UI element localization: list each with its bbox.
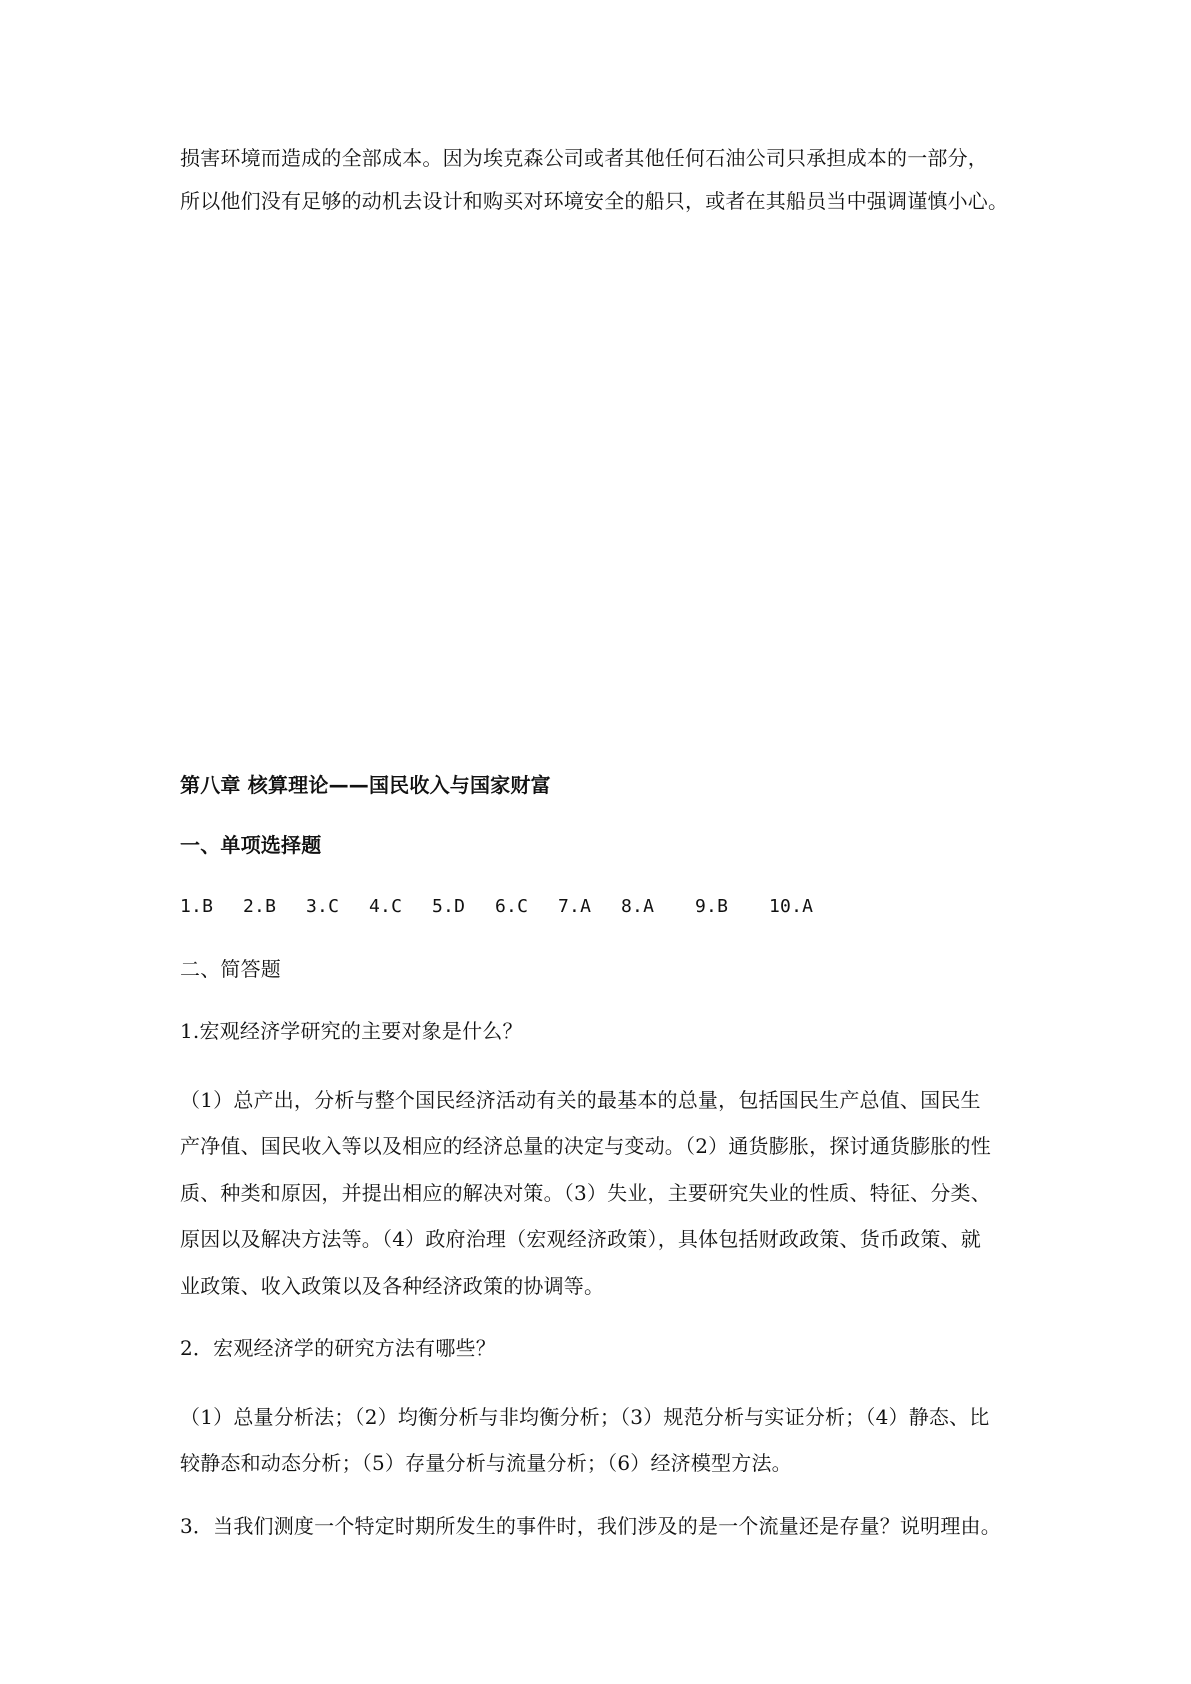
q1-answer-line-5: 业政策、收入政策以及各种经济政策的协调等。: [180, 1274, 605, 1298]
q1-answer-line-2: 产净值、国民收入等以及相应的经济总量的决定与变动。（2）通货膨胀，探讨通货膨胀的性: [180, 1134, 991, 1158]
answer-item: 8.A: [621, 896, 655, 917]
question-3: 3．当我们测度一个特定时期所发生的事件时，我们涉及的是一个流量还是存量？说明理由。: [180, 1514, 1001, 1538]
answer-item: 6.C: [495, 896, 529, 917]
question-2: 2．宏观经济学的研究方法有哪些？: [180, 1336, 496, 1360]
answer-key: [180, 893, 1020, 921]
q2-answer-line-1: （1）总量分析法；（2）均衡分析与非均衡分析；（3）规范分析与实证分析；（4）静态、比: [180, 1405, 990, 1429]
answer-item: 4.C: [369, 896, 403, 917]
answer-item: 1.B: [180, 896, 214, 917]
answer-item: 7.A: [558, 896, 592, 917]
answer-item: 5.D: [432, 896, 466, 917]
intro-line-2: 所以他们没有足够的动机去设计和购买对环境安全的船只，或者在其船员当中强调谨慎小心。: [180, 189, 1009, 213]
answer-item: 3.C: [306, 896, 340, 917]
answer-item: 9.B: [695, 896, 729, 917]
q1-answer-line-3: 质、种类和原因，并提出相应的解决对策。（3）失业，主要研究失业的性质、特征、分类、: [180, 1181, 991, 1205]
q1-answer-line-1: （1）总产出，分析与整个国民经济活动有关的最基本的总量，包括国民生产总值、国民生: [180, 1088, 981, 1112]
chapter-title: 第八章 核算理论——国民收入与国家财富: [180, 773, 551, 797]
section-two-heading: 二、简答题: [180, 957, 281, 981]
intro-line-1: 损害环境而造成的全部成本。因为埃克森公司或者其他任何石油公司只承担成本的一部分，: [180, 146, 988, 170]
answer-item: 2.B: [243, 896, 277, 917]
section-one-heading: 一、单项选择题: [180, 833, 322, 857]
question-1: 1.宏观经济学研究的主要对象是什么？: [180, 1019, 523, 1043]
q2-answer-line-2: 较静态和动态分析；（5）存量分析与流量分析；（6）经济模型方法。: [180, 1451, 792, 1475]
q1-answer-line-4: 原因以及解决方法等。（4）政府治理（宏观经济政策），具体包括财政政策、货币政策、就: [180, 1227, 981, 1251]
answer-item: 10.A: [769, 896, 814, 917]
